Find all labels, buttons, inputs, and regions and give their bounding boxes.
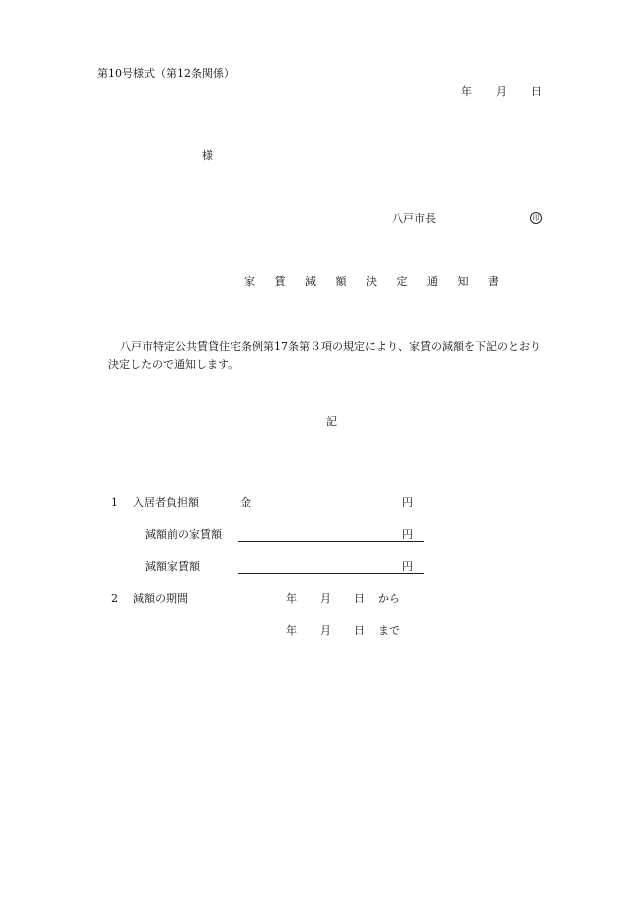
item-1-sub1-yen: 円 [402, 528, 413, 541]
body-line-1: 八戸市特定公共賃貸住宅条例第17条第３項の規定により、家賃の減額を下記のとおり [120, 340, 541, 353]
date-year: 年 [461, 85, 472, 98]
item-1-sub2-label: 減額家賃額 [145, 560, 200, 573]
addressee-sama: 様 [202, 149, 213, 162]
item-2-number: 2 [111, 592, 118, 605]
form-label: 第10号様式（第12条関係） [97, 67, 235, 80]
item-1-label: 入居者負担額 [133, 496, 199, 509]
item-1-number: 1 [111, 496, 118, 509]
from-year: 年 [286, 592, 297, 605]
item-1-sub2-yen: 円 [402, 560, 413, 573]
from-month: 月 [320, 592, 331, 605]
to-suffix: まで [378, 624, 400, 637]
item-1-yen: 円 [402, 496, 413, 509]
to-month: 月 [320, 624, 331, 637]
body-line-2: 決定したので通知します。 [108, 358, 240, 371]
from-day: 日 [354, 592, 365, 605]
to-day: 日 [354, 624, 365, 637]
seal-icon: 印 [530, 212, 542, 224]
item-1-sub1-label: 減額前の家賃額 [145, 528, 222, 541]
from-suffix: から [378, 592, 400, 605]
to-year: 年 [286, 624, 297, 637]
item-1-sub1-line [238, 541, 424, 542]
document-title: 家 賃 減 額 決 定 通 知 書 [244, 275, 507, 288]
item-1-sub2-line [238, 573, 424, 574]
date-month: 月 [496, 85, 507, 98]
date-day: 日 [531, 85, 542, 98]
issuer-name: 八戸市長 [392, 212, 436, 225]
ki-heading: 記 [326, 415, 337, 428]
item-2-label: 減額の期間 [133, 592, 188, 605]
item-1-kin: 金 [240, 496, 251, 509]
